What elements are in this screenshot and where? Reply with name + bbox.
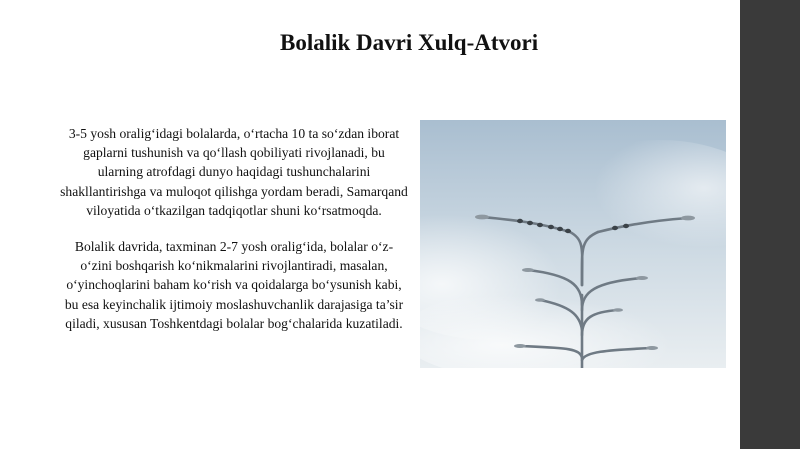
street-lamp-birds-photo: [420, 120, 726, 368]
cloud: [420, 285, 726, 368]
paragraph-self-regulation: Bolalik davrida, taxminan 2-7 yosh oralig‘ida, bolalar o‘z-o‘zini boshqarish ko‘nikmalarini rivojlantiradi, masalan, o‘yinchoqlarini baham ko‘rish va qoidalarga bo‘ysunish kabi, bu esa keyinchalik ijtimoiy moslashuvchanlik darajasiga ta’sir qiladi, xususan Toshkentdagi bolalar bog‘chalarida kuzatiladi.: [64, 239, 404, 331]
paragraph-language-development: 3-5 yosh oralig‘idagi bolalarda, o‘rtacha 10 ta so‘zdan iborat gaplarni tushunish va qo‘llash qobiliyati rivojlanadi, bu ularning atrofdagi dunyo haqidagi tushunchalarini shakllantirishga va muloqot qilishga yordam beradi, Samarqand viloyatida o‘tkazilgan tadqiqotlar shuni ko‘rsatmoqda.: [60, 126, 408, 218]
side-accent-band: [740, 0, 800, 449]
slide-title: Bolalik Davri Xulq-Atvori: [280, 30, 539, 55]
slide-body-text: [60, 124, 408, 333]
